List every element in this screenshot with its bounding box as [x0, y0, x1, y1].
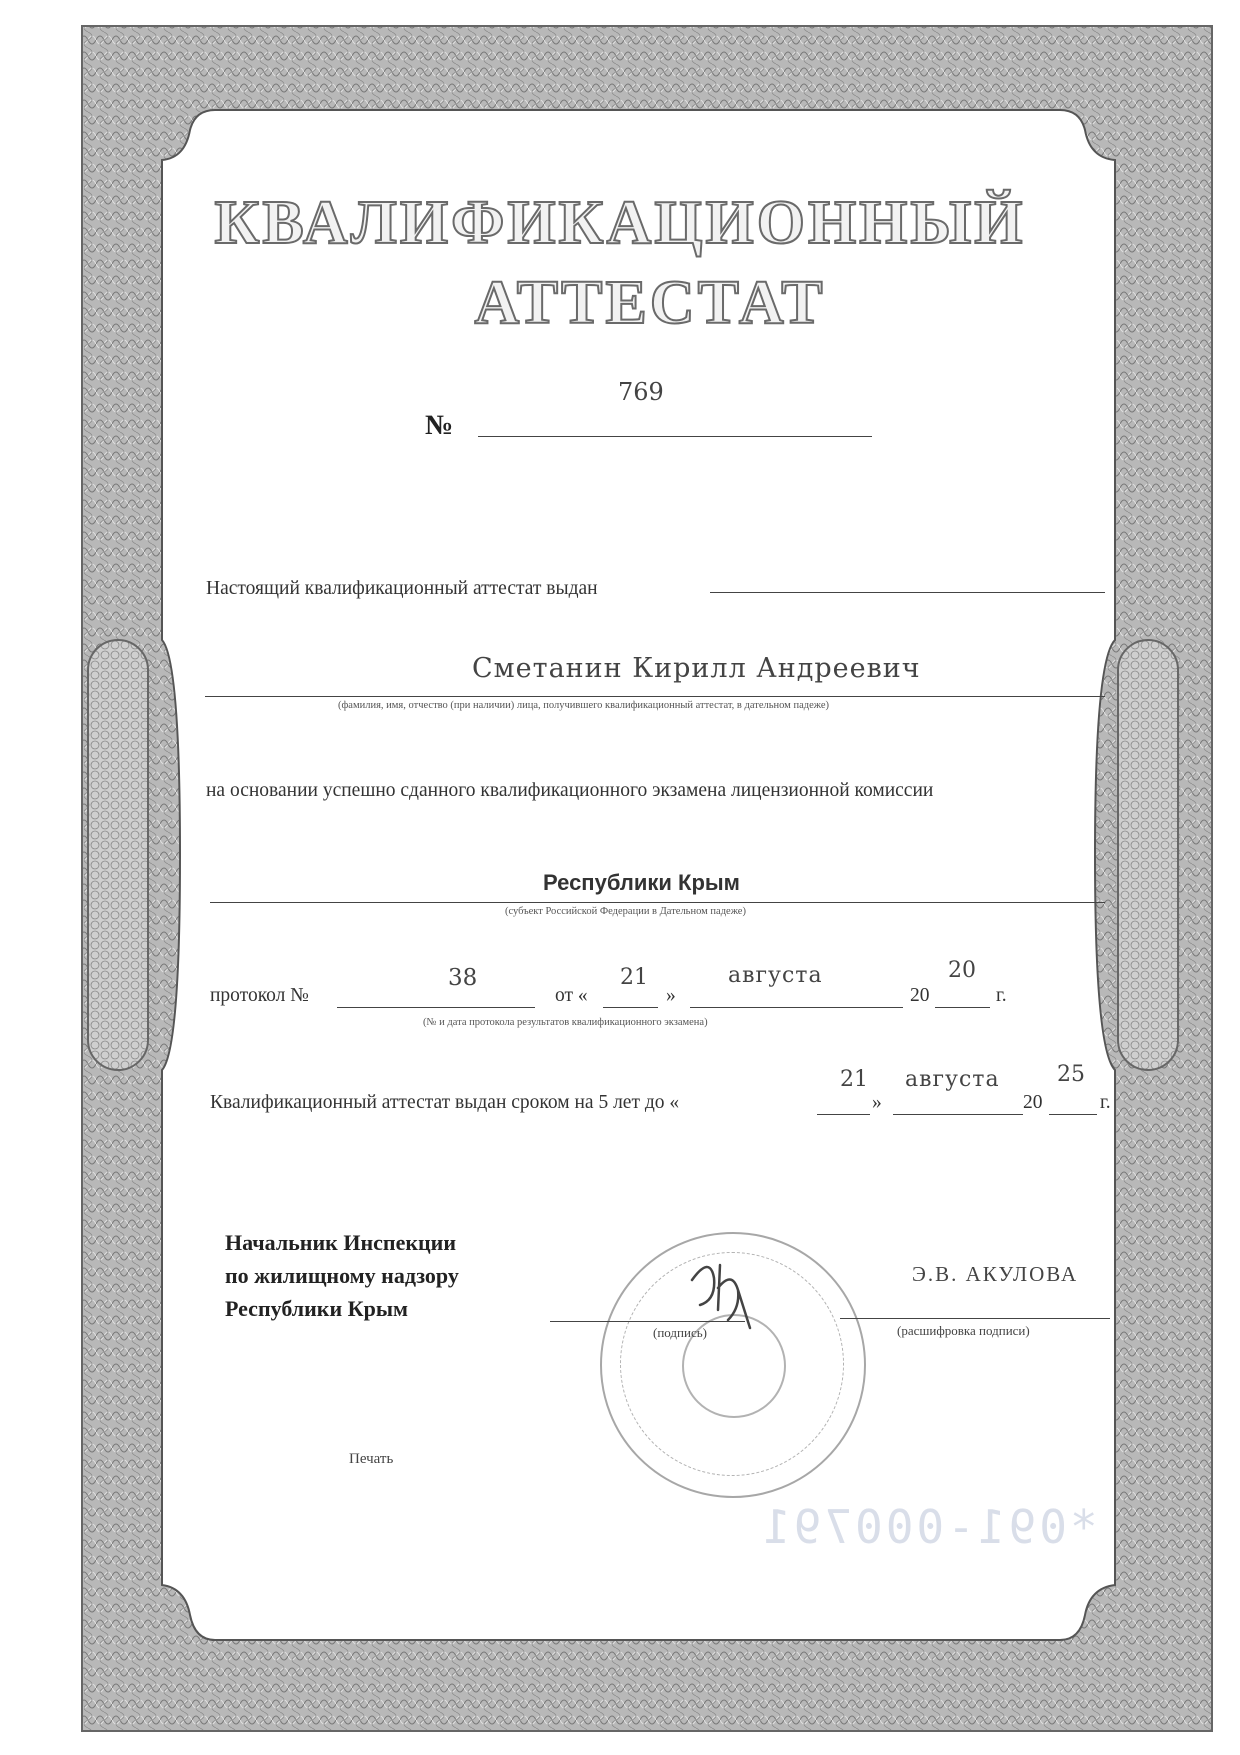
valid-day-underline	[817, 1114, 870, 1115]
holder-name: Сметанин Кирилл Андреевич	[472, 653, 921, 684]
valid-year-prefix: 20	[1023, 1092, 1043, 1113]
region-caption: (субъект Российской Федерации в Дательном падеже)	[505, 906, 746, 917]
protocol-quote-close: »	[666, 985, 676, 1006]
signer-title-1: Начальник Инспекции	[225, 1230, 457, 1255]
certificate-title-line1: КВАЛИФИКАЦИОННЫЙ	[214, 189, 1026, 257]
protocol-day-underline	[603, 1007, 658, 1008]
protocol-number-underline	[337, 1007, 535, 1008]
protocol-label: протокол №	[210, 985, 309, 1006]
seal-label: Печать	[349, 1451, 394, 1467]
certificate-number: 769	[618, 378, 664, 406]
valid-quote-close: »	[872, 1092, 882, 1113]
protocol-from-label: от «	[555, 985, 588, 1006]
signer-name-underline	[840, 1318, 1110, 1319]
number-symbol: №	[425, 410, 454, 441]
holder-underline	[205, 696, 1105, 697]
protocol-year-underline	[935, 1007, 990, 1008]
protocol-day: 21	[620, 965, 648, 990]
valid-year: 25	[1057, 1062, 1085, 1087]
valid-month: августа	[905, 1067, 1000, 1092]
signer-name: Э.В. АКУЛОВА	[912, 1262, 1079, 1286]
certificate-title-line2: АТТЕСТАТ	[474, 269, 826, 337]
region-name: Республики Крым	[543, 870, 740, 895]
region-underline	[210, 902, 1105, 903]
protocol-month-underline	[690, 1007, 903, 1008]
issued-text: Настоящий квалификационный аттестат выдан	[206, 578, 598, 599]
protocol-caption: (№ и дата протокола результатов квалификационного экзамена)	[423, 1017, 708, 1028]
protocol-month: августа	[728, 963, 823, 988]
basis-text: на основании успешно сданного квалификационного экзамена лицензионной комиссии	[206, 780, 934, 801]
signature-underline	[550, 1321, 745, 1322]
holder-caption: (фамилия, имя, отчество (при наличии) лица, получившего квалификационный аттестат, в дательном падеже)	[338, 700, 830, 711]
serial-number: *091-000791	[760, 1500, 1098, 1554]
number-underline	[478, 436, 872, 437]
signer-title-2: по жилищному надзору	[225, 1263, 459, 1288]
valid-year-suffix: г.	[1100, 1092, 1111, 1113]
valid-day: 21	[840, 1067, 868, 1092]
protocol-year-suffix: г.	[996, 985, 1007, 1006]
validity-text: Квалификационный аттестат выдан сроком на 5 лет до «	[210, 1092, 680, 1113]
protocol-year-prefix: 20	[910, 985, 930, 1006]
signature-caption: (подпись)	[653, 1325, 707, 1340]
protocol-number: 38	[448, 965, 478, 991]
protocol-year: 20	[948, 958, 976, 983]
signer-name-caption: (расшифровка подписи)	[897, 1323, 1030, 1338]
valid-month-underline	[893, 1114, 1023, 1115]
issued-underline	[710, 592, 1105, 593]
signer-title-3: Республики Крым	[225, 1296, 409, 1321]
valid-year-underline	[1049, 1114, 1097, 1115]
